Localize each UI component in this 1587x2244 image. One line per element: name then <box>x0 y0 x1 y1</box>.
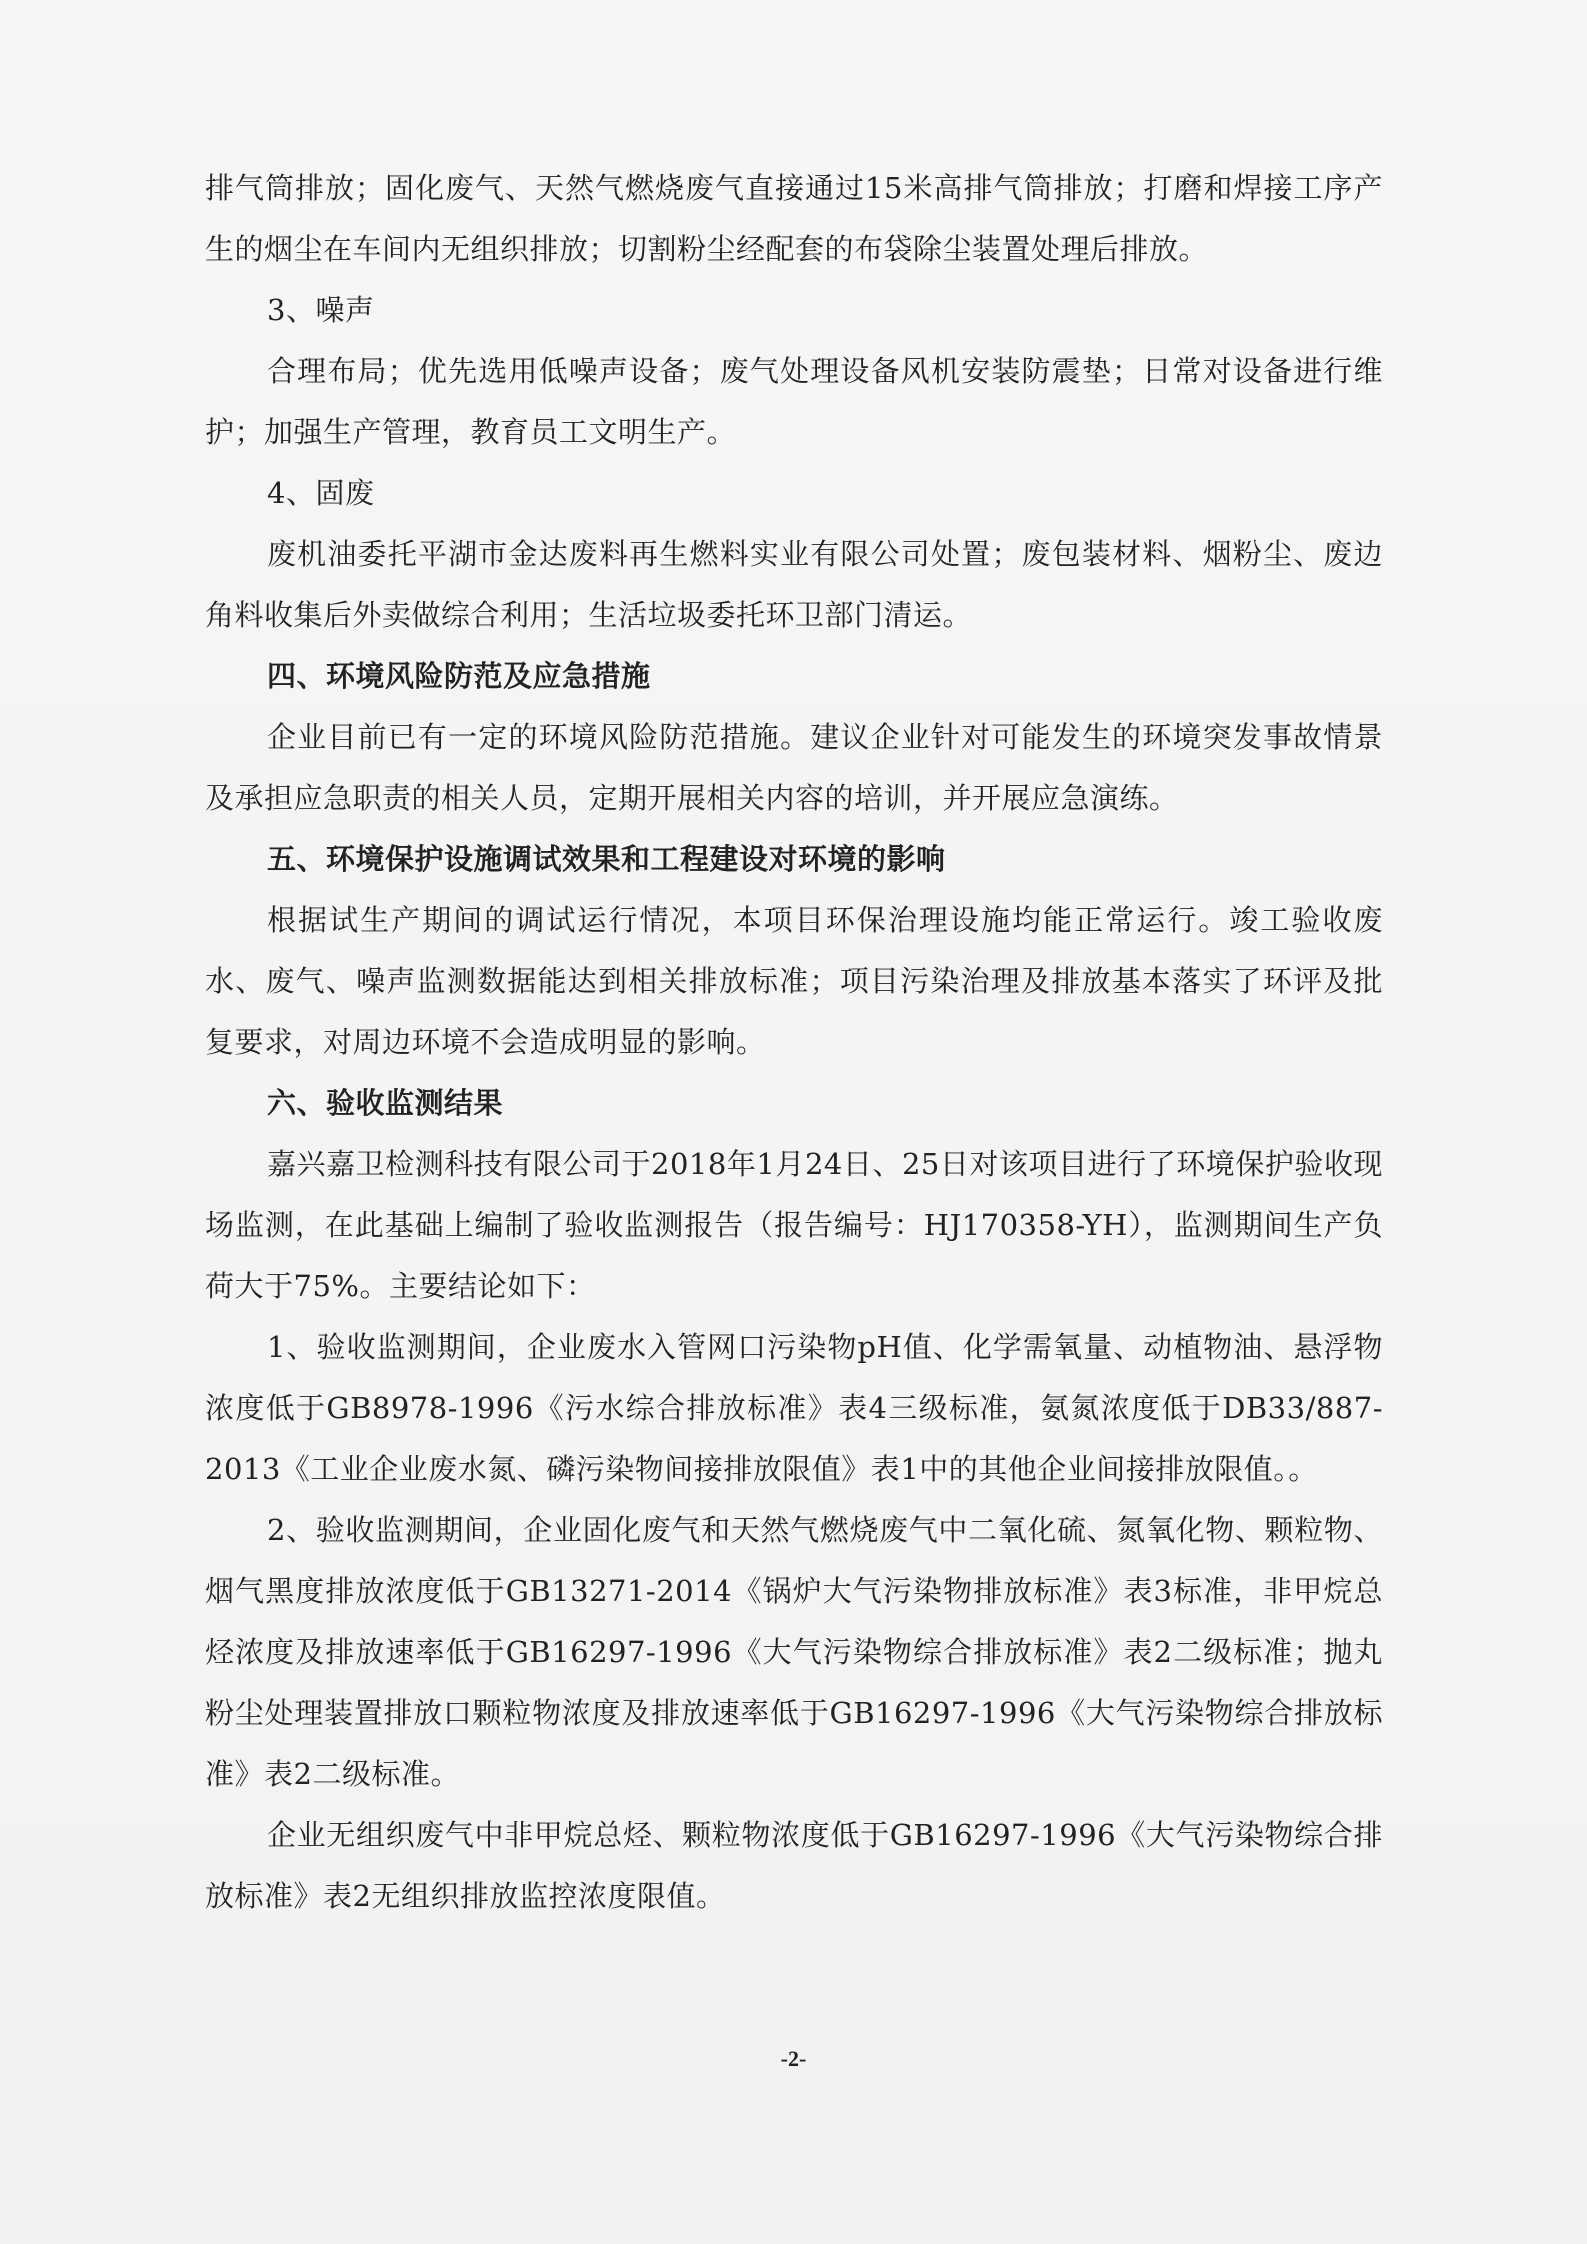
paragraph-solid-waste: 废机油委托平湖市金达废料再生燃料实业有限公司处置；废包装材料、烟粉尘、废边角料收集后外卖做综合利用；生活垃圾委托环卫部门清运。 <box>205 537 1383 632</box>
paragraph-monitoring-intro: 嘉兴嘉卫检测科技有限公司于2018年1月24日、25日对该项目进行了环境保护验收现场监测，在此基础上编制了验收监测报告（报告编号：HJ170358-YH），监测期间生产负荷大于75%。主要结论如下： <box>205 1147 1383 1303</box>
page-number: -2- <box>780 2046 807 2071</box>
heading-risk-prevention: 四、环境风险防范及应急措施 <box>267 659 651 693</box>
paragraph-facility-effect: 根据试生产期间的调试运行情况，本项目环保治理设施均能正常运行。竣工验收废水、废气、噪声监测数据能达到相关排放标准；项目污染治理及排放基本落实了环评及批复要求，对周边环境不会造成明显的影响。 <box>205 903 1383 1059</box>
paragraph-fugitive-result: 企业无组织废气中非甲烷总烃、颗粒物浓度低于GB16297-1996《大气污染物综合排放标准》表2无组织排放监控浓度限值。 <box>205 1818 1383 1913</box>
section-solid-waste-label: 4、固废 <box>267 476 375 510</box>
section-noise-label: 3、噪声 <box>267 293 375 327</box>
heading-facility-effect: 五、环境保护设施调试效果和工程建设对环境的影响 <box>267 842 946 876</box>
document-body <box>205 158 1383 1927</box>
paragraph-risk-prevention: 企业目前已有一定的环境风险防范措施。建议企业针对可能发生的环境突发事故情景及承担应急职责的相关人员，定期开展相关内容的培训，并开展应急演练。 <box>205 720 1383 815</box>
heading-monitoring-results: 六、验收监测结果 <box>267 1086 504 1120</box>
paragraph-exhaust-result: 2、验收监测期间，企业固化废气和天然气燃烧废气中二氧化硫、氮氧化物、颗粒物、烟气黑度排放浓度低于GB13271-2014《锅炉大气污染物排放标准》表3标准，非甲烷总烃浓度及排放速率低于GB16297-1996《大气污染物综合排放标准》表2二级标准；抛丸粉尘处理装置排放口颗粒物浓度及排放速率低于GB16297-1996《大气污染物综合排放标准》表2二级标准。 <box>205 1513 1383 1791</box>
paragraph-noise: 合理布局；优先选用低噪声设备；废气处理设备风机安装防震垫；日常对设备进行维护；加强生产管理，教育员工文明生产。 <box>205 354 1383 449</box>
paragraph-wastewater-result: 1、验收监测期间，企业废水入管网口污染物pH值、化学需氧量、动植物油、悬浮物浓度低于GB8978-1996《污水综合排放标准》表4三级标准，氨氮浓度低于DB33/887-2013《工业企业废水氮、磷污染物间接排放限值》表1中的其他企业间接排放限值。。 <box>205 1330 1383 1486</box>
paragraph-exhaust-cont: 排气筒排放；固化废气、天然气燃烧废气直接通过15米高排气筒排放；打磨和焊接工序产生的烟尘在车间内无组织排放；切割粉尘经配套的布袋除尘装置处理后排放。 <box>205 171 1383 266</box>
